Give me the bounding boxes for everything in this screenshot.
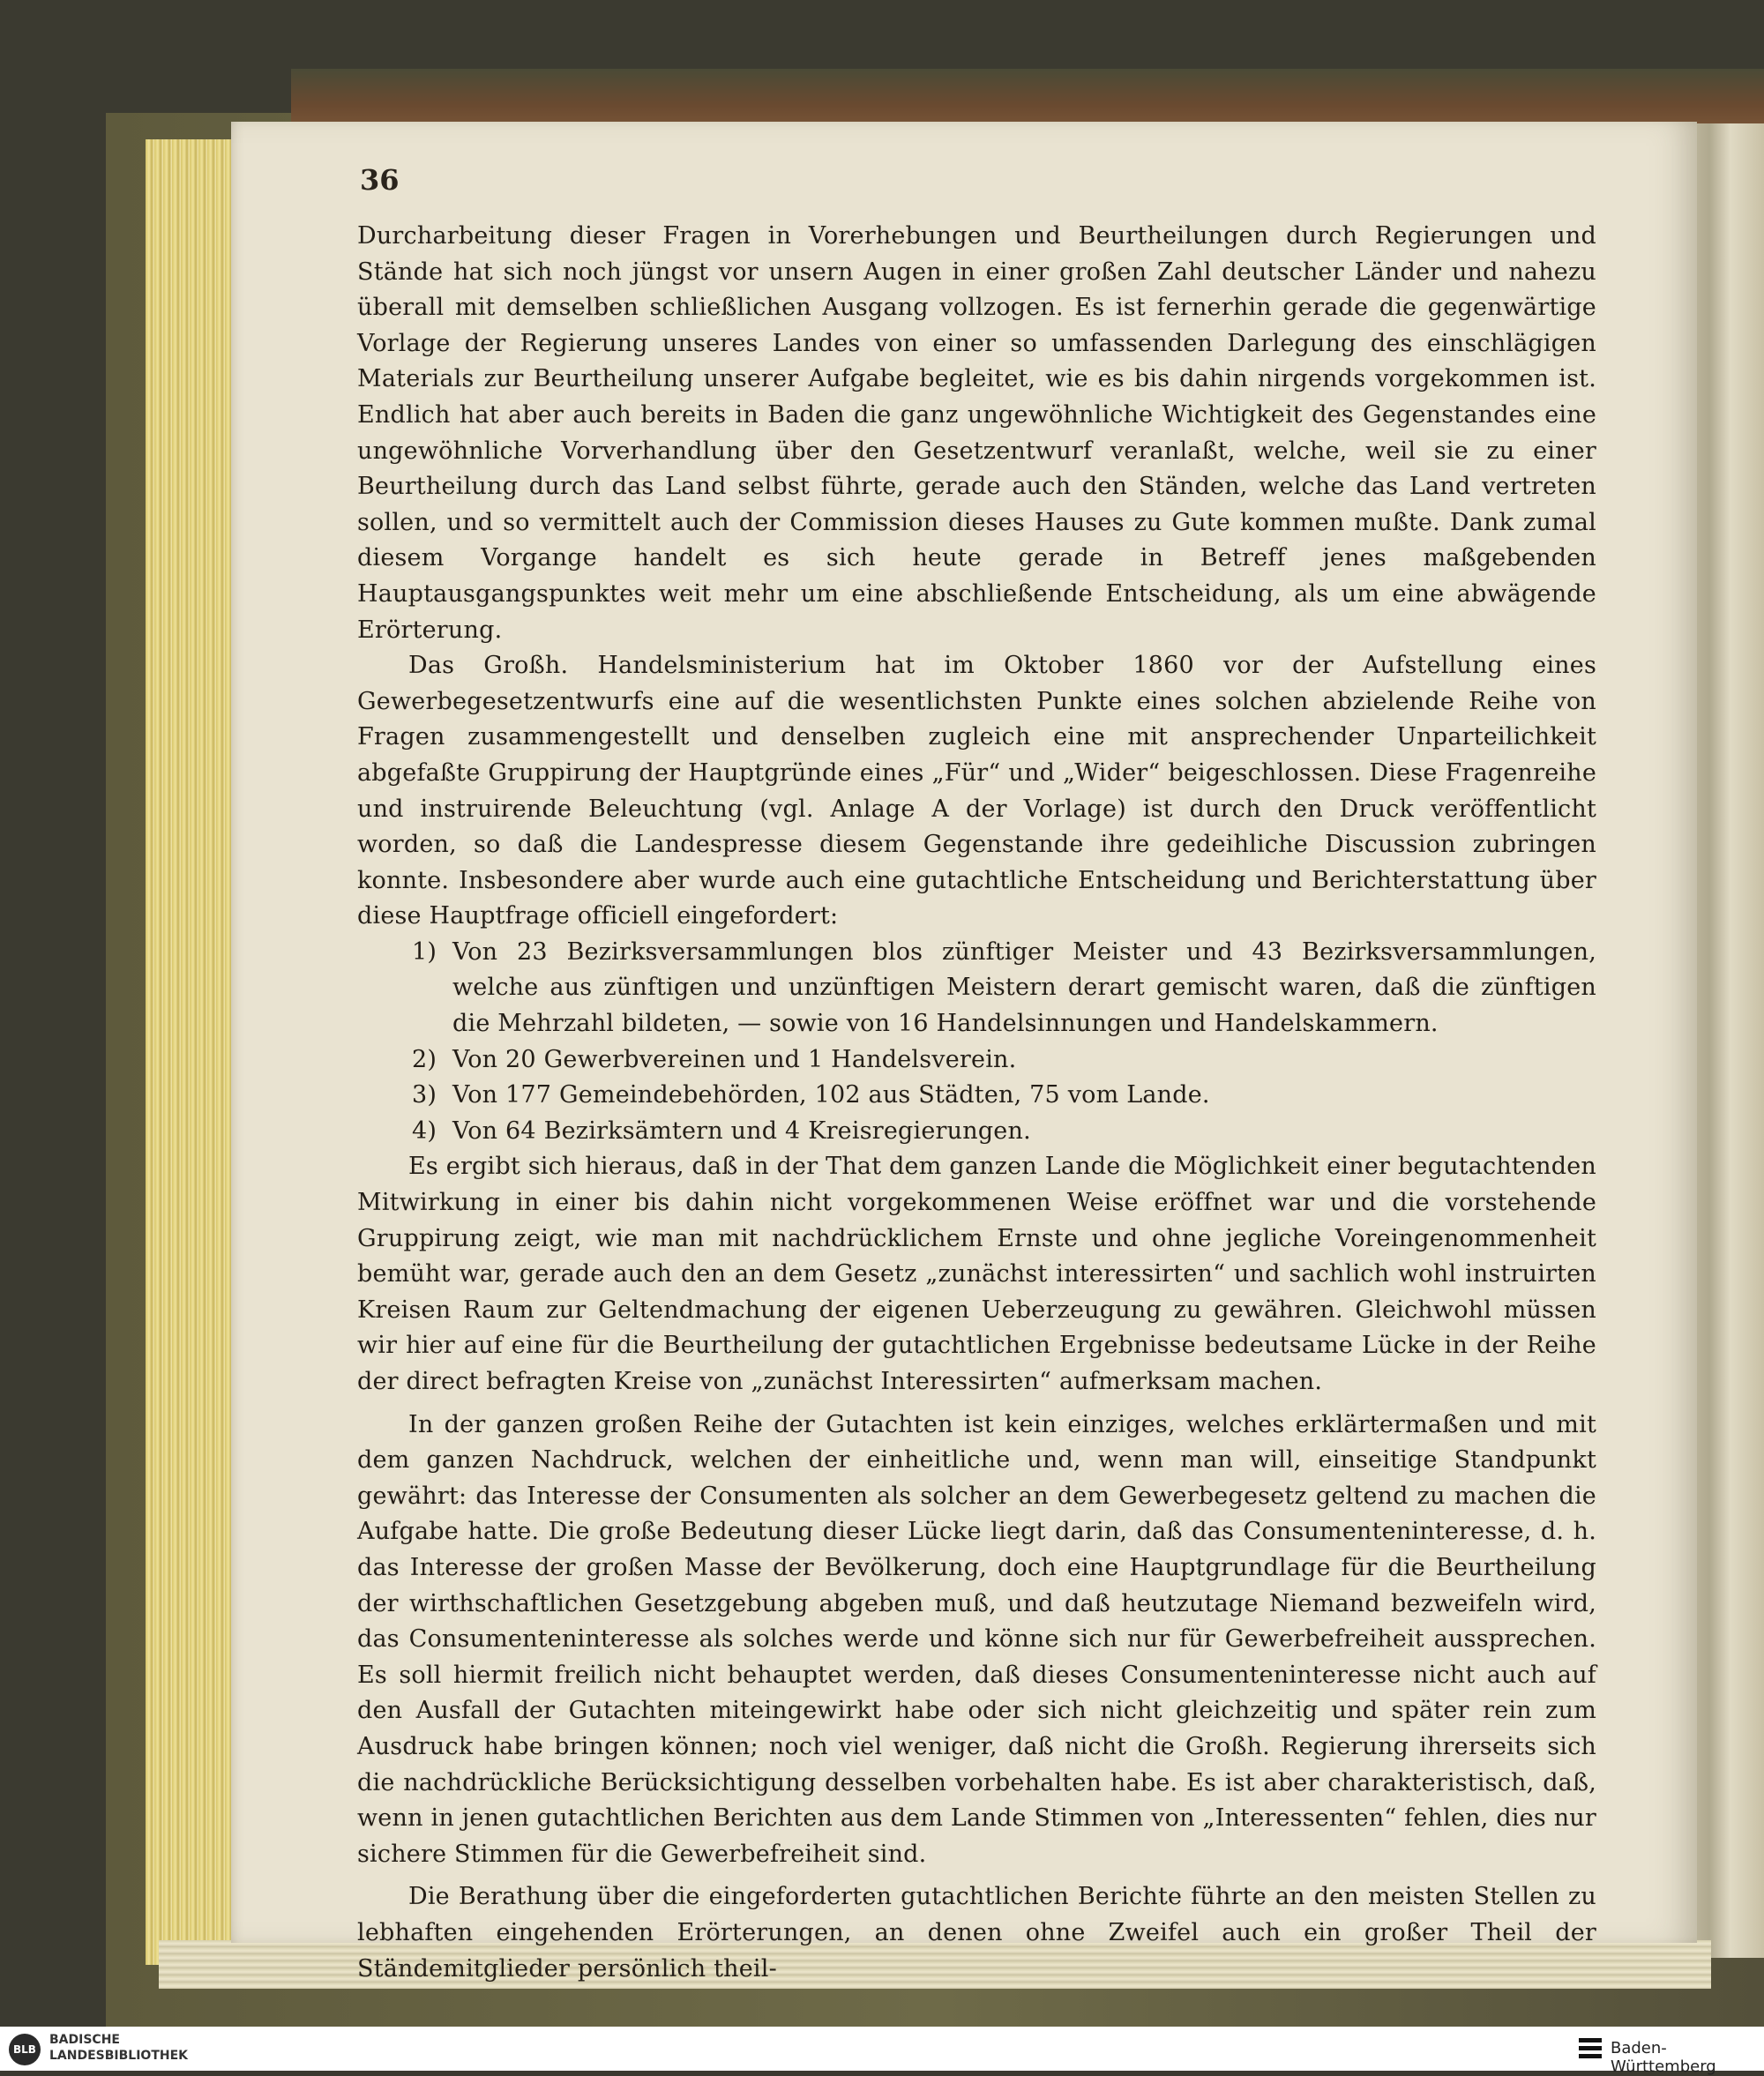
paragraph-gap — [357, 1400, 1596, 1408]
reporting-bodies-list — [357, 935, 1596, 1150]
paragraph-gap — [357, 1872, 1596, 1879]
library-name[interactable] — [49, 2032, 188, 2064]
list-item — [357, 1114, 1596, 1150]
list-item-text: Von 64 Bezirksämtern und 4 Kreisregierungen. — [452, 1116, 1031, 1145]
page-number: 36 — [360, 163, 400, 197]
paragraph-4: In der ganzen großen Reihe der Gutachten ist kein einziges, welches erklärtermaßen und mit dem ganzen Nachdruck, welchen der einheitliche und, wenn man will, einseitige Standpunkt gewährt: das Interesse der Consumenten als solcher an dem Gewerbegesetz geltend zu machen die Aufgabe hatte. Die große Bedeutung dieser Lücke liegt darin, daß das Consumenteninteresse, d. h. das Interesse der großen Masse der Bevölkerung, doch eine Hauptgrundlage für die Beurtheilung der wirthschaftlichen Gesetzgebung abgeben muß, und daß heutzutage Niemand bezweifeln wird, das Consumenteninteresse als solches werde und könne sich nur für Gewerbefreiheit aussprechen. Es soll hiermit freilich nicht behauptet werden, daß dieses Consumenteninteresse nicht auch auf den Ausfall der Gutachten miteingewirkt habe oder sich nicht gleichzeitig und später rein zum Ausdruck habe bringen können; noch viel weniger, daß nicht die Großh. Regierung ihrerseits sich die nachdrückliche Berücksichtigung desselben vorbehalten habe. Es ist aber charakteristisch, daß, wenn in jenen gutachtlichen Berichten aus dem Lande Stimmen von „Interessenten“ fehlen, dies nur sichere Stimmen für die Gewerbefreiheit sind. — [357, 1410, 1596, 1868]
gilt-page-edges — [146, 139, 243, 1965]
paragraph-2: Das Großh. Handelsministerium hat im Oktober 1860 vor der Aufstellung eines Gewerbegesetzentwurfs eine auf die wesentlichsten Punkte eines solchen abzielende Reihe von Fragen zusammengestellt und denselben zugleich eine mit ansprechender Unparteilichkeit abgefaßte Gruppirung der Hauptgründe eines „Für“ und „Wider“ beigeschlossen. Diese Fragenreihe und instruirende Beleuchtung (vgl. Anlage A der Vorlage) ist durch den Druck veröffentlicht worden, so daß die Landespresse diesem Gegenstande ihre gedeihliche Discussion zubringen konnte. Insbesondere aber wurde auch eine gutachtliche Entscheidung und Berichterstattung über diese Hauptfrage officiell eingefordert: — [357, 652, 1596, 930]
list-item-text: Von 177 Gemeindebehörden, 102 aus Städten, 75 vom Lande. — [452, 1081, 1210, 1109]
paragraph-3: Es ergibt sich hieraus, daß in der That dem ganzen Lande die Möglichkeit einer begutachtenden Mitwirkung in einer bis dahin nicht vorgekommenen Weise eröffnet war und die vorstehende Gruppirung zeigt, wie man mit nachdrücklichem Ernste und ohne jegliche Voreingenommenheit bemüht war, gerade auch den an dem Gesetz „zunächst interessirten“ und sachlich wohl instruirten Kreisen Raum zur Geltendmachung der eigenen Ueberzeugung zu gewähren. Gleichwohl müssen wir hier auf eine für die Beurtheilung der gutachtlichen Ergebnisse bedeutsame Lücke in der Reihe der direct befragten Kreise von „zunächst Interessirten“ aufmerksam machen. — [357, 1153, 1596, 1395]
baden-wuerttemberg-lions-icon[interactable] — [1577, 2035, 1603, 2062]
list-item-text: Von 20 Gewerbvereinen und 1 Handelsverein. — [452, 1045, 1017, 1073]
list-item — [357, 1078, 1596, 1114]
paragraph-1: Durcharbeitung dieser Fragen in Vorerhebungen und Beurtheilungen durch Regierungen und Stände hat sich noch jüngst vor unsern Augen in einer großen Zahl deutscher Länder und nahezu überall mit demselben schließlichen Ausgang vollzogen. Es ist fernerhin gerade die gegenwärtige Vorlage der Regierung unseres Landes von einer so umfassenden Darlegung des einschlägigen Materials zur Beurtheilung unserer Aufgabe begleitet, wie es bis dahin nirgends vorgekommen ist. Endlich hat aber auch bereits in Baden die ganz ungewöhnliche Wichtigkeit des Gegenstandes eine ungewöhnliche Vorverhandlung über den Gesetzentwurf veranlaßt, welche, weil sie zu einer Beurtheilung durch das Land selbst führte, gerade auch den Ständen, welche das Land vertreten sollen, und so vermittelt auch der Commission dieses Hauses zu Gute kommen mußte. Dank zumal diesem Vorgange handelt es sich heute gerade in Betreff jenes maßgebenden Hauptausgangspunktes weit mehr um eine abschließende Entscheidung, als um eine abwägende Erörterung. — [357, 222, 1596, 644]
list-item-number: 3) — [412, 1081, 437, 1109]
list-item-number: 1) — [412, 937, 437, 966]
list-item-text: Von 23 Bezirksversammlungen blos zünftiger Meister und 43 Bezirksversammlungen, welche aus zünftigen und unzünftigen Meistern derart gemischt waren, daß die zünftigen die Mehrzahl bildeten, — sowie von 16 Handelsinnungen und Handelskammern. — [452, 937, 1596, 1038]
list-item — [357, 1042, 1596, 1079]
state-name[interactable]: Baden-Württemberg — [1611, 2039, 1716, 2076]
paragraph-5: Die Berathung über die eingeforderten gutachtlichen Berichte führte an den meisten Stellen zu lebhaften eingehenden Erörterungen, an denen ohne Zweifel auch ein großer Theil der Ständemitglieder persönlich theil- — [357, 1883, 1596, 1983]
blb-logo-icon[interactable]: BLB — [9, 2034, 41, 2065]
list-item-number: 2) — [412, 1045, 437, 1073]
library-name-line-2: LANDESBIBLIOTHEK — [49, 2049, 189, 2063]
list-item — [357, 935, 1596, 1042]
page-text — [357, 219, 1596, 1987]
list-item-number: 4) — [412, 1116, 437, 1145]
footer-bar — [0, 2027, 1764, 2076]
library-name-line-1: BADISCHE — [49, 2033, 120, 2047]
